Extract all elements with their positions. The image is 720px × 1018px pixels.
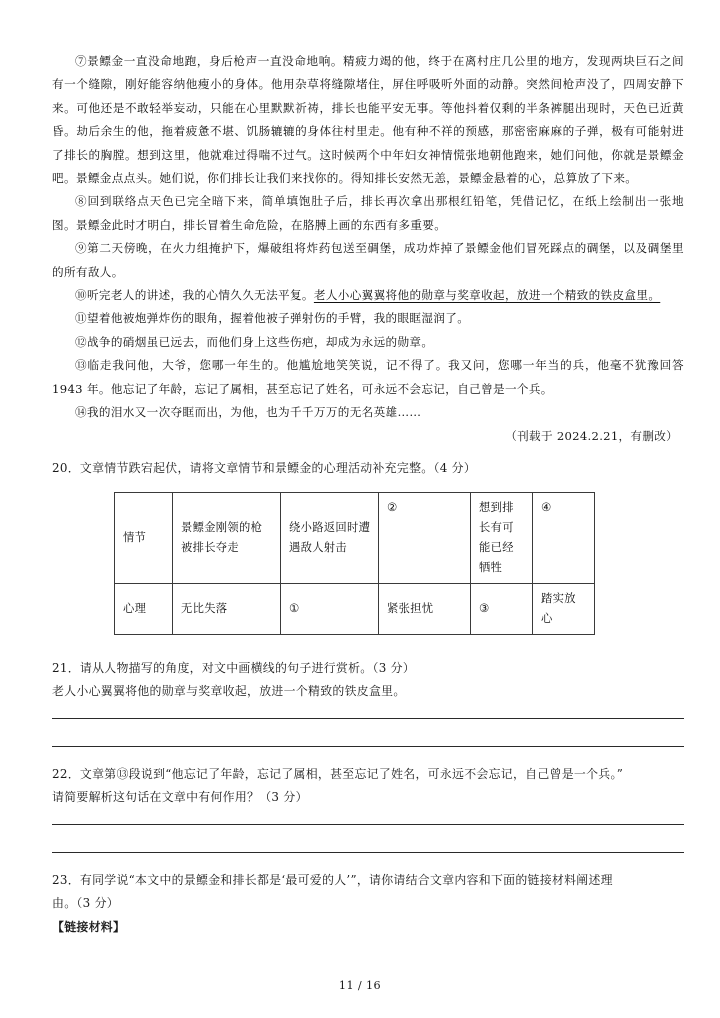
question-22-answer-area[interactable] — [52, 824, 684, 853]
table-row-plot — [115, 492, 595, 583]
paragraph-10-plain: ⑩听完老人的讲述，我的心情久久无法平复。 — [75, 288, 314, 303]
passage-paragraph-9: ⑨第二天傍晚，在火力组掩护下，爆破组将炸药包送至碉堡，成功炸掉了景鳔金他们冒死踩点的碉堡，以及碉堡里的所有敌人。 — [52, 241, 684, 279]
mind-cell-1: 无比失落 — [173, 583, 281, 634]
passage-paragraph-14: ⑭我的泪水又一次夺眶而出，为他，也为千千万万的无名英雄…… — [75, 405, 422, 420]
plot-cell-3-blank-2[interactable]: ② — [379, 492, 471, 583]
mind-cell-4-blank-3[interactable]: ③ — [471, 583, 533, 634]
spacer — [52, 747, 684, 763]
page-footer: 11 / 16 — [338, 979, 382, 992]
question-21-stem: 21．请从人物描写的角度，对文中画横线的句子进行赏析。（3 分） — [52, 660, 416, 675]
source-attribution: （刊载于 2024.2.21，有删改） — [505, 428, 678, 443]
question-22-stem-line-1: 22．文章第⑬段说到“他忘记了年龄，忘记了属相，甚至忘记了姓名，可永远不会忘记，自己曾是一个兵。” — [52, 766, 624, 781]
question-20-table-wrapper — [114, 492, 684, 635]
plot-cell-2: 绕小路返回时遭遇敌人射击 — [281, 492, 379, 583]
spacer — [52, 448, 684, 457]
passage-paragraph-10 — [52, 284, 684, 307]
question-20-stem: 20．文章情节跌宕起伏，请将文章情节和景鳔金的心理活动补充完整。（4 分） — [52, 460, 477, 475]
linked-material-label: 【链接材料】 — [52, 920, 126, 935]
mind-cell-2-blank-1[interactable]: ① — [281, 583, 379, 634]
passage-paragraph-13: ⑬临走我问他，大爷，您哪一年生的。他尴尬地笑笑说，记不得了。我又问，您哪一年当的兵，他毫不犹豫回答 1943 年。他忘记了年龄，忘记了属相，甚至忘记了姓名，可永远不会忘记，自己曾是一个兵。 — [52, 358, 684, 396]
question-23-stem-line-2: 由。（3 分） — [52, 896, 119, 911]
passage-paragraph-11: ⑪望着他被炮弹炸伤的眼角，握着他被子弹射伤的手臂，我的眼眶湿润了。 — [75, 311, 470, 326]
row-header-psychology: 心理 — [115, 583, 173, 634]
spacer — [52, 635, 684, 657]
passage-paragraph-7: ⑦景鳔金一直没命地跑，身后枪声一直没命地响。精疲力竭的他，终于在离村庄几公里的地方，发现两块巨石之间有一个缝隙，刚好能容纳他瘦小的身体。他用杂草将缝隙堵住，屏住呼吸听外面的动静。突然间枪声没了，四周安静下来。可他还是不敢轻举妄动，只能在心里默默祈祷，排长也能平安无事。等他抖着仅剩的半条裤腿出现时，天色已近黄昏。劫后余生的他，拖着疲惫不堪、饥肠辘辘的身体往村里走。他有种不祥的预感，那密密麻麻的子弹，极有可能射进了排长的胸膛。想到这里，他就难过得喘不过气。这时候两个中年妇女神情慌张地朝他跑来，她们问他，你就是景鳔金吧。景鳔金点点头。她们说，你们排长让我们来找你的。得知排长安然无恙，景鳔金悬着的心，总算放了下来。 — [52, 54, 684, 186]
plot-psychology-table — [114, 492, 595, 635]
row-header-plot: 情节 — [115, 492, 173, 583]
plot-cell-1: 景鳔金刚领的枪被排长夺走 — [173, 492, 281, 583]
mind-cell-5: 踏实放心 — [533, 583, 595, 634]
passage-paragraph-8: ⑧回到联络点天色已完全暗下来，简单填饱肚子后，排长再次拿出那根红铅笔，凭借记忆，在纸上绘制出一张地图。景鳔金此时才明白，排长冒着生命危险，在胳膊上画的东西有多重要。 — [52, 194, 684, 232]
passage-paragraph-12: ⑫战争的硝烟虽已远去，而他们身上这些伤疤，却成为永远的勋章。 — [75, 334, 434, 349]
table-row-psychology — [115, 583, 595, 634]
plot-cell-5-blank-4[interactable]: ④ — [533, 492, 595, 583]
spacer — [52, 853, 684, 869]
question-21-quoted-sentence: 老人小心翼翼将他的勋章与奖章收起，放进一个精致的铁皮盒里。 — [52, 684, 406, 699]
question-23-stem-line-1: 23．有同学说“本文中的景鳔金和排长都是‘最可爱的人’”，请你请结合文章内容和下面的链接材料阐述理 — [52, 872, 613, 887]
paragraph-10-underlined-sentence: 老人小心翼翼将他的勋章与奖章收起，放进一个精致的铁皮盒里。 — [313, 288, 661, 303]
question-21-answer-area[interactable] — [52, 718, 684, 747]
plot-cell-4: 想到排长有可能已经牺牲 — [471, 492, 533, 583]
answer-rule-line[interactable] — [52, 718, 684, 719]
mind-cell-3: 紧张担忧 — [379, 583, 471, 634]
question-22-stem-line-2: 请简要解析这句话在文章中有何作用？（3 分） — [52, 790, 308, 805]
answer-rule-line[interactable] — [52, 824, 684, 825]
